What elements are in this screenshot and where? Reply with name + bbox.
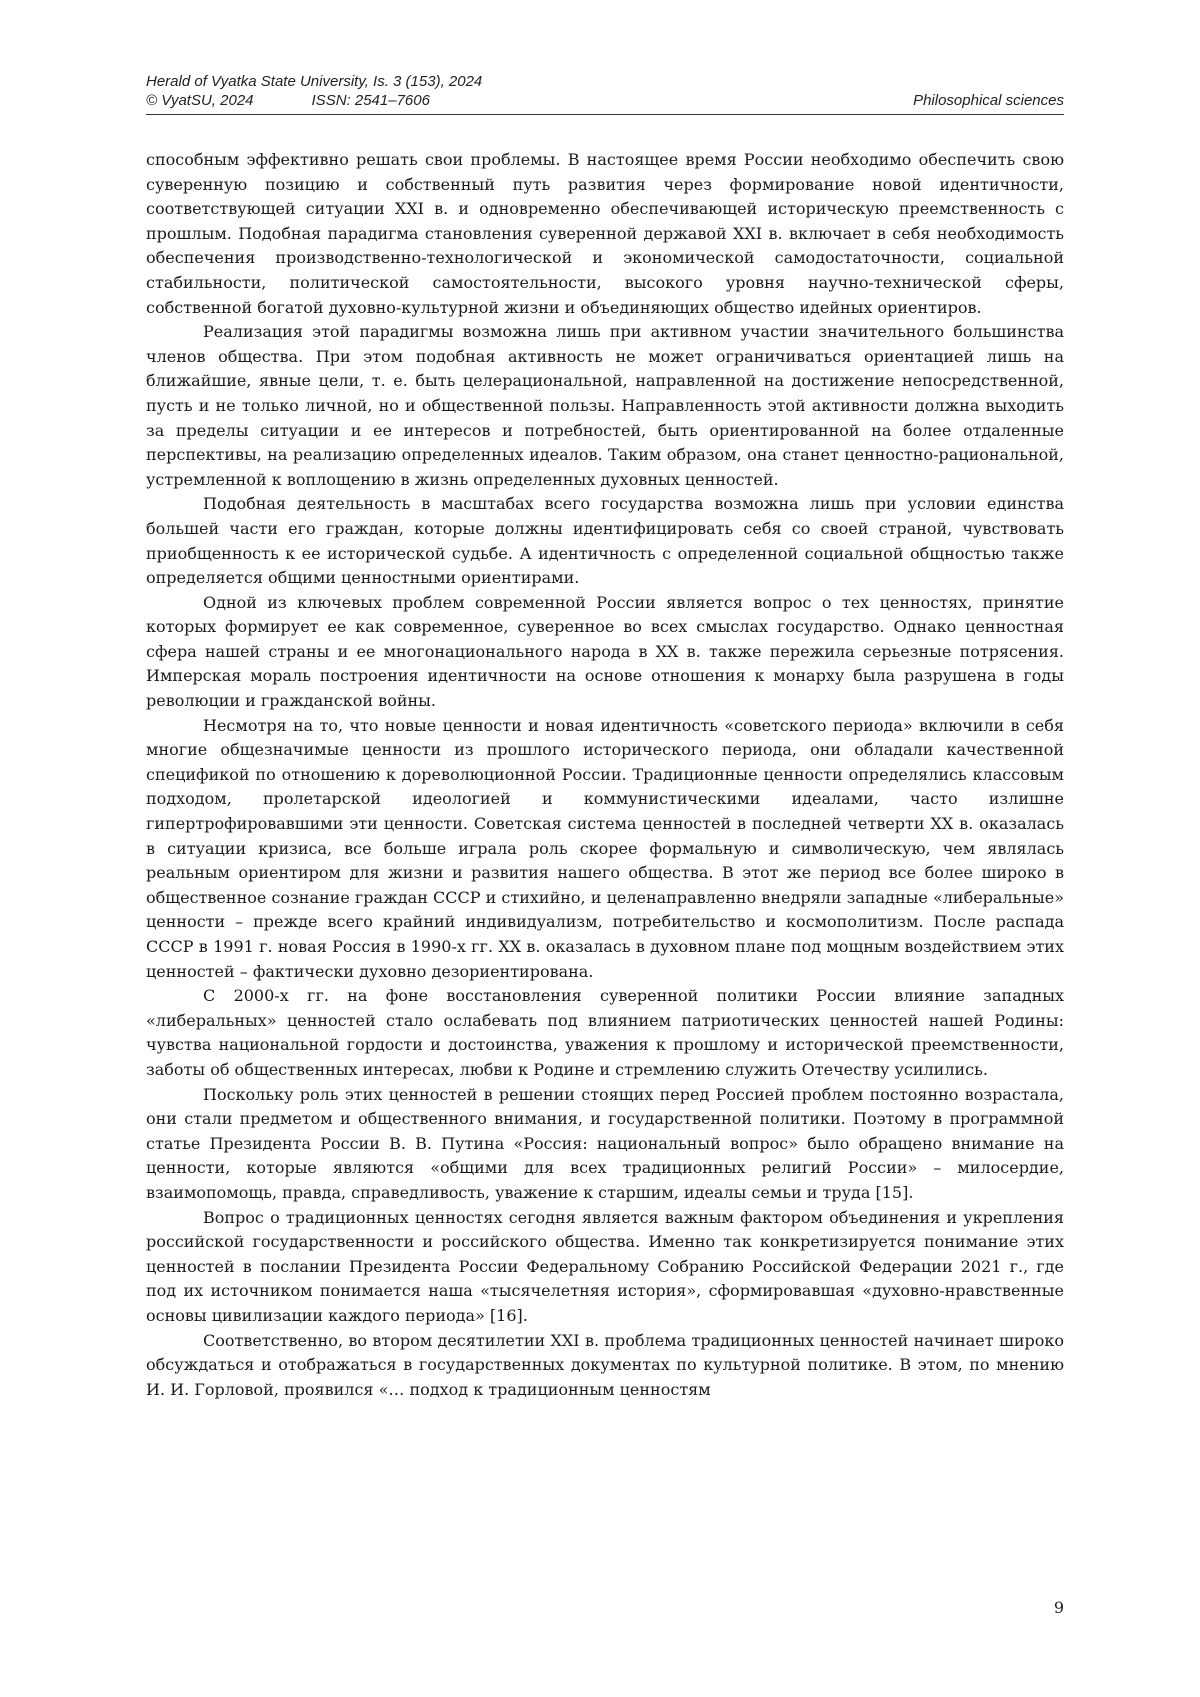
paragraph: Вопрос о традиционных ценностях сегодня является важным фактором объединения и укрепления российской государственности и российского общества. Именно так конкретизируется понимание этих ценностей в послании Президента России Федеральному Собранию Российской Федерации 2021 г., где под их источником понимается наша «тысячелетняя история», сформировавшая «духовно-нравственные основы цивилизации каждого периода» [16].: [146, 1206, 1064, 1329]
issn-number: ISSN: 2541–7606: [312, 91, 430, 110]
journal-title: Herald of Vyatka State University, Is. 3 (153), 2024: [146, 72, 482, 91]
paragraph: Подобная деятельность в масштабах всего государства возможна лишь при условии единства большей части его граждан, которые должны идентифицировать себя со своей страной, чувствовать приобщенность к ее исторической судьбе. А идентичность с определенной социальной общностью также определяется общими ценностными ориентирами.: [146, 492, 1064, 590]
document-page: [0, 0, 1200, 1697]
page-number: 9: [1030, 1598, 1064, 1617]
paragraph: Реализация этой парадигмы возможна лишь при активном участии значительного большинства членов общества. При этом подобная активность не может ограничиваться ориентацией лишь на ближайшие, явные цели, т. е. быть целерациональной, направленной на достижение непосредственной, пусть и не только личной, но и общественной пользы. Направленность этой активности должна выходить за пределы ситуации и ее интересов и потребностей, быть ориентированной на более отдаленные перспективы, на реализацию определенных идеалов. Таким образом, она станет ценностно-рациональной, устремленной к воплощению в жизнь определенных духовных ценностей.: [146, 320, 1064, 492]
paragraph: способным эффективно решать свои проблемы. В настоящее время России необходимо обеспечить свою суверенную позицию и собственный путь развития через формирование новой идентичности, соответствующей ситуации XXI в. и одновременно обеспечивающей историческую преемственность с прошлым. Подобная парадигма становления суверенной державой XXI в. включает в себя необходимость обеспечения производственно-технологической и экономической самодостаточности, социальной стабильности, политической самостоятельности, высокого уровня научно-технической сферы, собственной богатой духовно-культурной жизни и объединяющих общество идейных ориентиров.: [146, 148, 1064, 320]
section-name: Philosophical sciences: [913, 91, 1064, 110]
copyright-notice: © VyatSU, 2024: [146, 91, 254, 110]
article-body: [146, 148, 1064, 1402]
paragraph: Соответственно, во втором десятилетии XXI в. проблема традиционных ценностей начинает широко обсуждаться и отображаться в государственных документах по культурной политике. В этом, по мнению И. И. Горловой, проявился «… подход к традиционным ценностям: [146, 1329, 1064, 1403]
paragraph: Одной из ключевых проблем современной России является вопрос о тех ценностях, принятие которых формирует ее как современное, суверенное во всех смыслах государство. Однако ценностная сфера нашей страны и ее многонационального народа в XX в. также пережила серьезные потрясения. Имперская мораль построения идентичности на основе отношения к монарху была разрушена в годы революции и гражданской войны.: [146, 591, 1064, 714]
paragraph: Поскольку роль этих ценностей в решении стоящих перед Россией проблем постоянно возрастала, они стали предметом и общественного внимания, и государственной политики. Поэтому в программной статье Президента России В. В. Путина «Россия: национальный вопрос» было обращено внимание на ценности, которые являются «общими для всех традиционных религий России» – милосердие, взаимопомощь, правда, справедливость, уважение к старшим, идеалы семьи и труда [15].: [146, 1083, 1064, 1206]
paragraph: Несмотря на то, что новые ценности и новая идентичность «советского периода» включили в себя многие общезначимые ценности из прошлого исторического периода, они обладали качественной спецификой по отношению к дореволюционной России. Традиционные ценности определялись классовым подходом, пролетарской идеологией и коммунистическими идеалами, часто излишне гипертрофировавшими эти ценности. Советская система ценностей в последней четверти XX в. оказалась в ситуации кризиса, все больше играла роль скорее формальную и символическую, чем являлась реальным ориентиром для жизни и развития нашего общества. В этот же период все более широко в общественное сознание граждан СССР и стихийно, и целенаправленно внедряли западные «либеральные» ценности – прежде всего крайний индивидуализм, потребительство и космополитизм. После распада СССР в 1991 г. новая Россия в 1990-х гг. XX в. оказалась в духовном плане под мощным воздействием этих ценностей – фактически духовно дезориентирована.: [146, 714, 1064, 985]
header-divider: [146, 114, 1064, 115]
paragraph: С 2000-х гг. на фоне восстановления суверенной политики России влияние западных «либеральных» ценностей стало ослабевать под влиянием патриотических ценностей нашей Родины: чувства национальной гордости и достоинства, уважения к прошлому и исторической преемственности, заботы об общественных интересах, любви к Родине и стремлению служить Отечеству усилились.: [146, 984, 1064, 1082]
running-header: [146, 72, 1064, 110]
